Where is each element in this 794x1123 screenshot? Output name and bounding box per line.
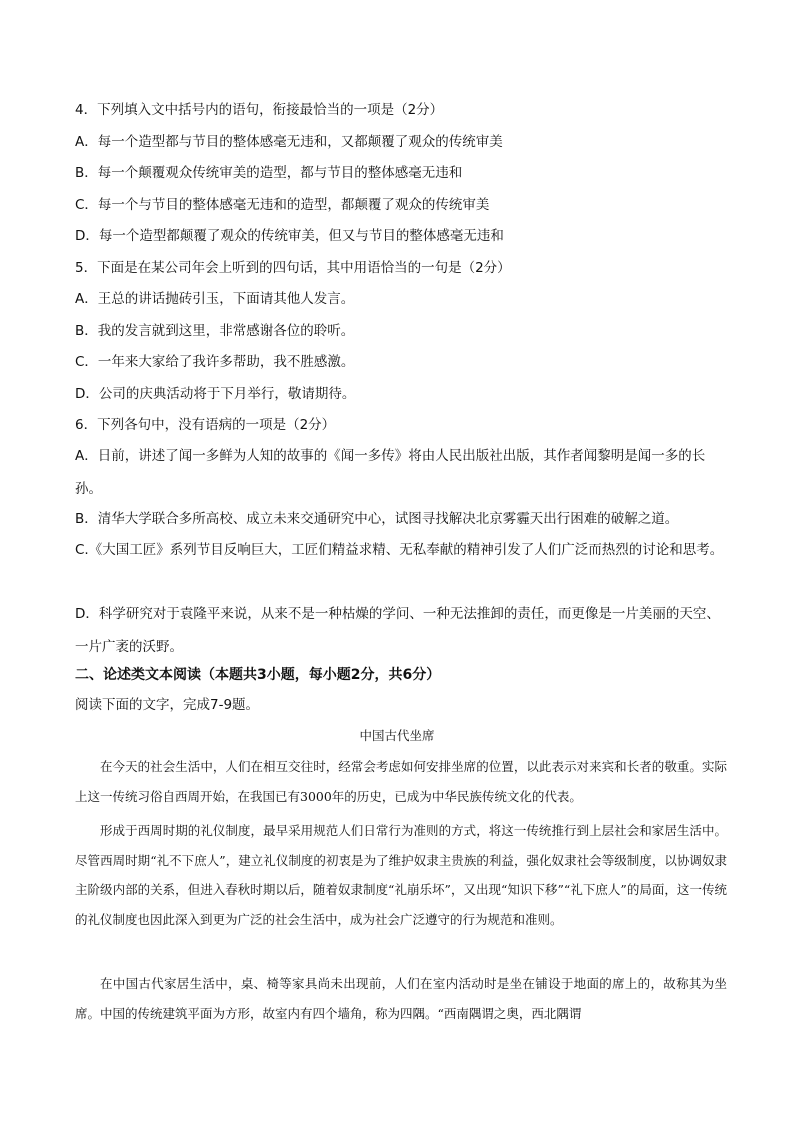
section-2-instruction: 阅读下面的文字，完成7-9题。 bbox=[75, 697, 260, 713]
question-6-option-b: B．清华大学联合多所高校、成立未来交通研究中心，试图寻找解决北京雾霾天出行困难的破解之道。 bbox=[75, 511, 679, 527]
question-5-option-a: A．王总的讲话抛砖引玉，下面请其他人发言。 bbox=[75, 291, 355, 307]
question-6-stem: 6．下列各句中，没有语病的一项是（2分） bbox=[75, 417, 336, 433]
section-2-heading: 二、论述类文本阅读（本题共3小题，每小题2分，共6分） bbox=[75, 667, 441, 683]
question-6-option-a: A．日前，讲述了闻一多鲜为人知的故事的《闻一多传》将由人民出版社出版，其作者闻黎明是闻一多的长孙。 bbox=[75, 448, 706, 497]
question-5-stem: 5．下面是在某公司年会上听到的四句话，其中用语恰当的一句是（2分） bbox=[75, 260, 511, 276]
question-5-option-b: B．我的发言就到这里，非常感谢各位的聆听。 bbox=[75, 323, 355, 339]
article-title: 中国古代坐席 bbox=[359, 728, 435, 743]
article-paragraph-3: 在中国古代家居生活中，桌、椅等家具尚未出现前，人们在室内活动时是坐在铺设于地面的席上的，故称其为坐席。中国的传统建筑平面为方形，故室内有四个墙角，称为四隅。“西南隅谓之奥，西北隅谓 bbox=[75, 976, 727, 1021]
question-6-option-c: C.《大国工匠》系列节目反响巨大，工匠们精益求精、无私奉献的精神引发了人们广泛而热烈的讨论和思考。 bbox=[75, 542, 724, 558]
question-5-option-d: D．公司的庆典活动将于下月举行，敬请期待。 bbox=[75, 386, 356, 402]
question-4-option-a: A．每一个造型都与节目的整体感毫无违和，又都颠覆了观众的传统审美 bbox=[75, 134, 503, 150]
article-paragraph-1: 在今天的社会生活中，人们在相互交往时，经常会考虑如何安排坐席的位置，以此表示对来宾和长者的敬重。实际上这一传统习俗自西周开始，在我国已有3000年的历史，已成为中华民族传统文化的代表。 bbox=[75, 759, 727, 804]
question-4-stem: 4．下列填入文中括号内的语句，衔接最恰当的一项是（2分） bbox=[75, 102, 444, 118]
article-paragraph-2: 形成于西周时期的礼仪制度，最早采用规范人们日常行为准则的方式，将这一传统推行到上层社会和家居生活中。尽管西周时期“礼不下庶人”，建立礼仪制度的初衷是为了维护奴隶主贵族的利益，强化奴隶社会等级制度，以协调奴隶主阶级内部的关系，但进入春秋时期以后，随着奴隶制度“礼崩乐坏”，又出现“知识下移”“礼下庶人”的局面，这一传统的礼仪制度也因此深入到更为广泛的社会生活中，成为社会广泛遵守的行为规范和准则。 bbox=[75, 823, 727, 927]
question-5-option-c: C．一年来大家给了我许多帮助，我不胜感激。 bbox=[75, 354, 355, 370]
question-4-option-b: B．每一个颠覆观众传统审美的造型，都与节目的整体感毫无违和 bbox=[75, 165, 463, 181]
question-4-option-d: D．每一个造型都颠覆了观众的传统审美，但又与节目的整体感毫无违和 bbox=[75, 228, 504, 244]
question-6-option-d: D．科学研究对于袁隆平来说，从来不是一种枯燥的学问、一种无法推卸的责任，而更像是一片美丽的天空、一片广袤的沃野。 bbox=[75, 606, 720, 655]
question-4-option-c: C．每一个与节目的整体感毫无违和的造型，都颠覆了观众的传统审美 bbox=[75, 197, 490, 213]
